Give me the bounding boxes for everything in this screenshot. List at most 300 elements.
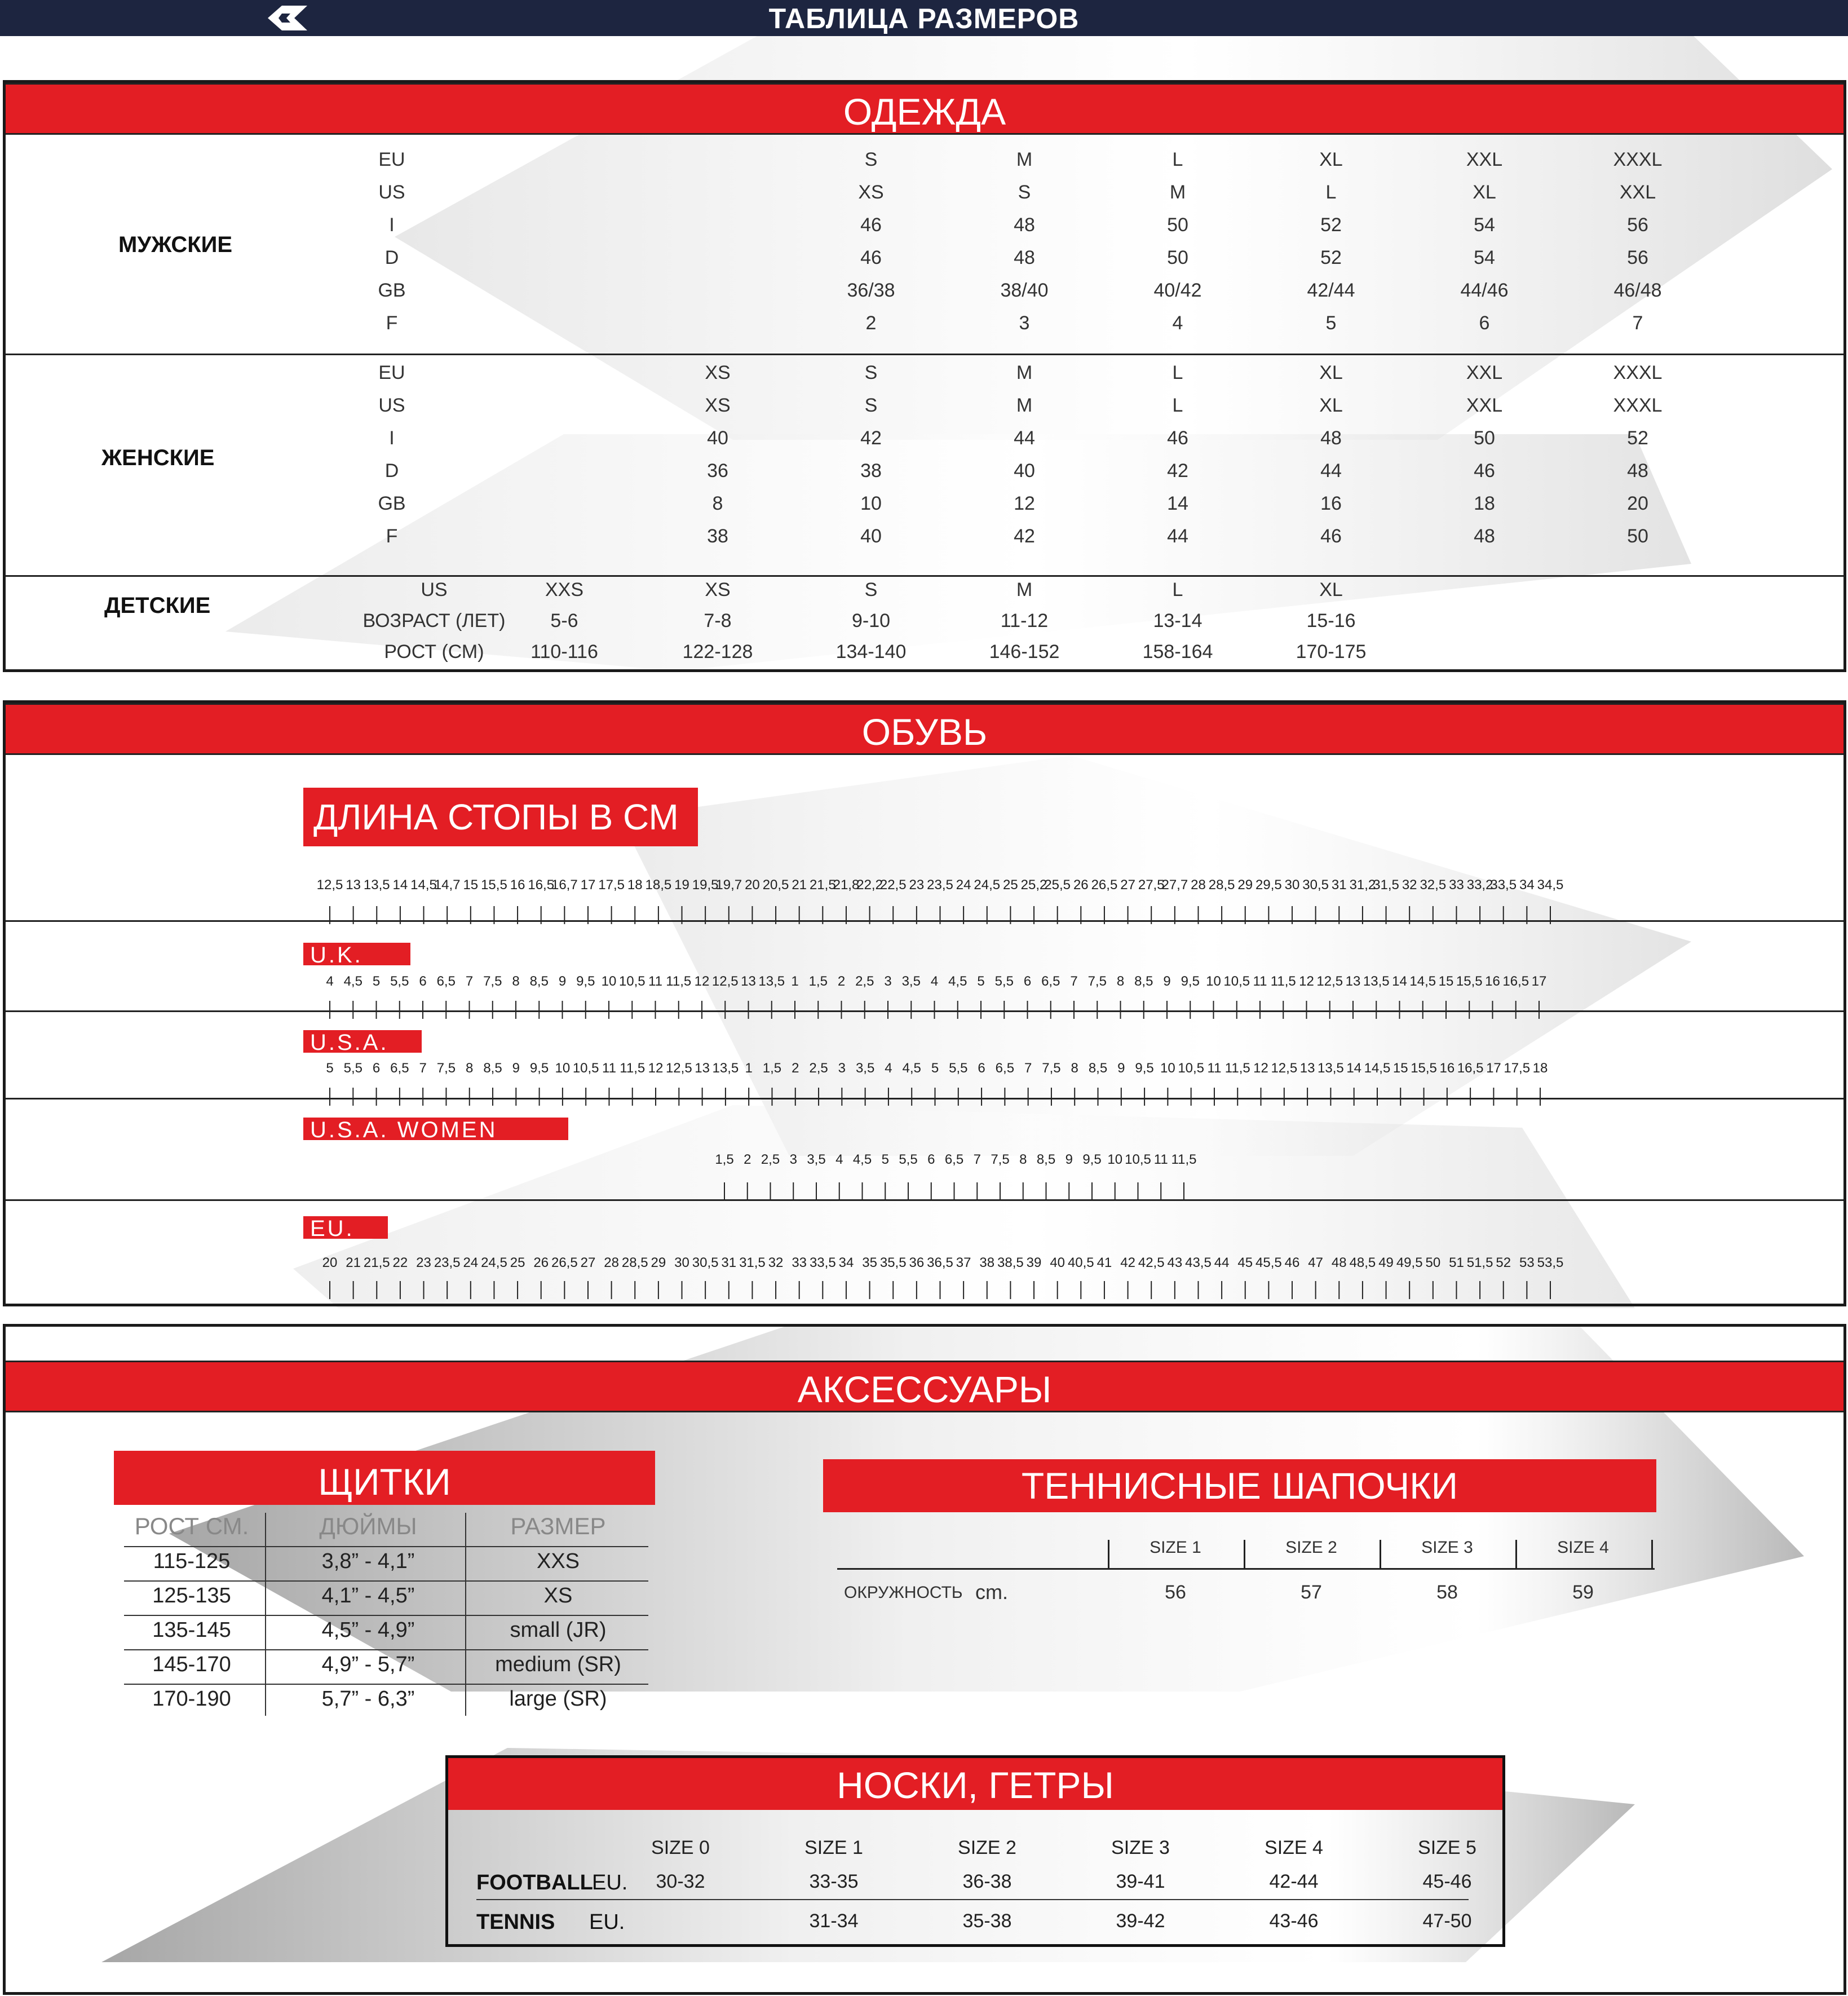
scale-value: 47 bbox=[1308, 1255, 1324, 1270]
scale-value: 8 bbox=[466, 1061, 474, 1076]
scale-value: 11,5 bbox=[1270, 974, 1296, 989]
scale-label-2: U.S.A. bbox=[303, 1030, 422, 1053]
size-cell: 40 bbox=[1014, 460, 1035, 482]
scale-value: 30,5 bbox=[1302, 877, 1329, 893]
scale-value: 23 bbox=[416, 1255, 431, 1270]
scale-value: 7,5 bbox=[991, 1152, 1010, 1167]
scale-value: 24 bbox=[463, 1255, 479, 1270]
scale-value: 7 bbox=[1024, 1061, 1032, 1076]
size-cell: 2 bbox=[865, 312, 877, 334]
size-cell: 52 bbox=[1320, 247, 1342, 268]
scale-value: 8 bbox=[1116, 974, 1125, 989]
size-cell: 46 bbox=[1167, 427, 1188, 449]
scale-value: 5,5 bbox=[390, 974, 409, 989]
scale-value: 1 bbox=[745, 1061, 753, 1076]
socks-value: 36-38 bbox=[962, 1871, 1012, 1892]
socks-size-header: SIZE 4 bbox=[1265, 1837, 1323, 1858]
socks-value: 33-35 bbox=[809, 1871, 859, 1892]
scale-label-1: U.K. bbox=[303, 943, 410, 965]
scale-value: 8 bbox=[512, 974, 520, 989]
scale-value: 39 bbox=[1026, 1255, 1042, 1270]
size-cell: 5-6 bbox=[550, 610, 578, 632]
clothing-section bbox=[3, 80, 1846, 672]
accessories-header bbox=[6, 1361, 1843, 1412]
size-cell: 42 bbox=[1014, 526, 1035, 547]
scale-label-3: U.S.A. WOMEN bbox=[303, 1118, 568, 1140]
scale-value: 49 bbox=[1378, 1255, 1394, 1270]
scale-value: 1 bbox=[791, 974, 799, 989]
size-cell: 146-152 bbox=[989, 641, 1060, 663]
scale-value: 5,5 bbox=[899, 1152, 918, 1167]
scale-value: 27,7 bbox=[1161, 877, 1188, 893]
scale-value: 36,5 bbox=[927, 1255, 953, 1270]
scale-value: 11 bbox=[1207, 1061, 1222, 1076]
scale-value: 10,5 bbox=[1125, 1152, 1151, 1167]
size-cell: S bbox=[864, 579, 878, 600]
scale-value: 31,5 bbox=[739, 1255, 766, 1270]
scale-value: 33 bbox=[792, 1255, 807, 1270]
scale-value: 12,5 bbox=[1271, 1061, 1298, 1076]
column-divider bbox=[1244, 1540, 1245, 1569]
scale-value: 2 bbox=[792, 1061, 799, 1076]
scale-value: 14,5 bbox=[1364, 1061, 1391, 1076]
scale-value: 9,5 bbox=[576, 974, 595, 989]
size-cell: M bbox=[1016, 362, 1033, 383]
top-header-bar bbox=[0, 0, 1848, 36]
size-cell: XL bbox=[1473, 182, 1496, 203]
scale-value: 23 bbox=[909, 877, 925, 893]
scale-value: 3 bbox=[838, 1061, 846, 1076]
clothing-title: ОДЕЖДА bbox=[843, 91, 1006, 133]
size-cell: XXXL bbox=[1613, 362, 1663, 383]
shin-header: РАЗМЕР bbox=[510, 1513, 606, 1539]
size-cell: 122-128 bbox=[682, 641, 753, 663]
socks-value: 47-50 bbox=[1422, 1910, 1472, 1932]
scale-value: 8 bbox=[1019, 1152, 1027, 1167]
scale-value: 26 bbox=[533, 1255, 549, 1270]
divider bbox=[6, 1199, 1843, 1201]
scale-value: 10,5 bbox=[572, 1061, 599, 1076]
size-cell: XL bbox=[1319, 149, 1343, 170]
socks-size-header: SIZE 3 bbox=[1111, 1837, 1170, 1858]
scale-value: 29 bbox=[651, 1255, 666, 1270]
scale-value: 21,5 bbox=[363, 1255, 390, 1270]
socks-value: 42-44 bbox=[1269, 1871, 1319, 1892]
size-cell: 44 bbox=[1320, 460, 1342, 482]
scale-value: 14 bbox=[392, 877, 408, 893]
scale-value: 40 bbox=[1050, 1255, 1066, 1270]
scale-value: 6 bbox=[419, 974, 427, 989]
scale-value: 45,5 bbox=[1255, 1255, 1282, 1270]
scale-value: 11,5 bbox=[666, 974, 692, 989]
scale-value: 8,5 bbox=[1088, 1061, 1108, 1076]
size-cell: 13-14 bbox=[1153, 610, 1202, 632]
row-label: I bbox=[389, 427, 395, 449]
size-cell: XXXL bbox=[1613, 149, 1663, 170]
size-cell: 52 bbox=[1627, 427, 1648, 449]
size-cell: XS bbox=[705, 395, 731, 416]
size-cell: 38/40 bbox=[1000, 280, 1049, 301]
size-cell: 48 bbox=[1014, 247, 1035, 268]
scale-value: 31,5 bbox=[1373, 877, 1399, 893]
size-cell: 20 bbox=[1627, 493, 1648, 514]
scale-value: 37 bbox=[956, 1255, 971, 1270]
size-cell: 8 bbox=[712, 493, 723, 514]
scale-value: 2 bbox=[744, 1152, 751, 1167]
scale-value: 13 bbox=[695, 1061, 710, 1076]
cap-row-label: ОКРУЖНОСТЬ bbox=[844, 1583, 963, 1602]
scale-value: 7 bbox=[465, 974, 474, 989]
scale-value: 9 bbox=[1065, 1152, 1073, 1167]
scale-value: 15 bbox=[1392, 1061, 1408, 1076]
scale-value: 15 bbox=[463, 877, 479, 893]
scale-value: 9,5 bbox=[1135, 1061, 1154, 1076]
scale-value: 16,7 bbox=[551, 877, 578, 893]
row-label: EU bbox=[378, 362, 405, 383]
shin-cell: 145-170 bbox=[152, 1653, 231, 1676]
scale-value: 16 bbox=[510, 877, 525, 893]
scale-value: 28 bbox=[1191, 877, 1206, 893]
size-cell: 54 bbox=[1474, 247, 1495, 268]
scale-value: 34,5 bbox=[1537, 877, 1564, 893]
size-cell: 50 bbox=[1167, 247, 1188, 268]
scale-value: 12,5 bbox=[1316, 974, 1343, 989]
scale-value: 3,5 bbox=[901, 974, 921, 989]
scale-value: 15,5 bbox=[1456, 974, 1483, 989]
scale-value: 31 bbox=[1331, 877, 1347, 893]
size-cell: M bbox=[1016, 149, 1033, 170]
scale-value: 29 bbox=[1237, 877, 1253, 893]
socks-box bbox=[445, 1755, 1505, 1947]
scale-value: 11,5 bbox=[1171, 1152, 1197, 1167]
scale-value: 13,5 bbox=[363, 877, 390, 893]
row-label: РОСТ (СМ) bbox=[384, 641, 484, 663]
scale-value: 53 bbox=[1519, 1255, 1535, 1270]
scale-value: 30 bbox=[1284, 877, 1300, 893]
column-divider bbox=[1515, 1540, 1517, 1569]
scale-value: 4,5 bbox=[902, 1061, 921, 1076]
shin-cell: 170-190 bbox=[152, 1687, 231, 1711]
scale-value: 26,5 bbox=[1091, 877, 1118, 893]
row-label: GB bbox=[378, 280, 406, 301]
size-cell: 158-164 bbox=[1142, 641, 1213, 663]
scale-value: 7,5 bbox=[1087, 974, 1107, 989]
size-cell: L bbox=[1172, 579, 1183, 600]
scale-value: 12,5 bbox=[665, 1061, 692, 1076]
scale-value: 16 bbox=[1439, 1061, 1455, 1076]
scale-value: 18,5 bbox=[645, 877, 672, 893]
scale-value: 14 bbox=[1346, 1061, 1362, 1076]
size-cell: S bbox=[864, 362, 878, 383]
scale-value: 31,2 bbox=[1349, 877, 1376, 893]
size-cell: 42 bbox=[860, 427, 882, 449]
size-cell: 9-10 bbox=[851, 610, 891, 632]
scale-value: 2 bbox=[837, 974, 846, 989]
scale-value: 12,5 bbox=[316, 877, 343, 893]
clothing-header bbox=[6, 83, 1843, 135]
scale-value: 40,5 bbox=[1067, 1255, 1094, 1270]
scale-value: 5,5 bbox=[949, 1061, 968, 1076]
scale-value: 22 bbox=[392, 1255, 408, 1270]
row-label: US bbox=[378, 182, 405, 203]
scale-value: 5 bbox=[326, 1061, 334, 1076]
cap-value: 58 bbox=[1436, 1582, 1458, 1603]
shin-cell: large (SR) bbox=[509, 1687, 607, 1711]
size-cell: 46/48 bbox=[1613, 280, 1662, 301]
scale-value: 16 bbox=[1485, 974, 1500, 989]
scale-value: 10,5 bbox=[1178, 1061, 1205, 1076]
size-cell: XXXL bbox=[1613, 395, 1663, 416]
scale-value: 53,5 bbox=[1537, 1255, 1564, 1270]
size-cell: 48 bbox=[1320, 427, 1342, 449]
column-divider bbox=[265, 1513, 266, 1716]
socks-size-header: SIZE 5 bbox=[1418, 1837, 1476, 1858]
size-cell: M bbox=[1169, 182, 1186, 203]
shin-cell: XXS bbox=[536, 1549, 580, 1573]
scale-value: 4,5 bbox=[343, 974, 362, 989]
row-divider bbox=[124, 1684, 648, 1685]
shin-guards-title: ЩИТКИ bbox=[114, 1451, 655, 1505]
scale-value: 15 bbox=[1438, 974, 1454, 989]
size-cell: 110-116 bbox=[530, 641, 598, 663]
shin-cell: 3,8” - 4,1” bbox=[321, 1549, 415, 1573]
scale-value: 19,7 bbox=[715, 877, 742, 893]
row-label: I bbox=[389, 214, 395, 236]
size-cell: 4 bbox=[1172, 312, 1183, 334]
tennis-caps-title: ТЕННИСНЫЕ ШАПОЧКИ bbox=[823, 1459, 1656, 1512]
kids-group-label: ДЕТСКИЕ bbox=[104, 593, 211, 618]
scale-value: 8,5 bbox=[529, 974, 549, 989]
socks-value: 39-41 bbox=[1116, 1871, 1165, 1892]
scale-value: 34 bbox=[838, 1255, 854, 1270]
shin-cell: small (JR) bbox=[510, 1618, 607, 1642]
scale-value: 20 bbox=[322, 1255, 338, 1270]
size-cell: XXL bbox=[1619, 182, 1656, 203]
shin-cell: 4,1” - 4,5” bbox=[321, 1584, 415, 1608]
size-cell: XXL bbox=[1466, 149, 1503, 170]
scale-value: 33,5 bbox=[809, 1255, 836, 1270]
row-label: D bbox=[384, 460, 399, 482]
scale-value: 9,5 bbox=[529, 1061, 549, 1076]
size-cell: 44/46 bbox=[1460, 280, 1509, 301]
scale-value: 11,5 bbox=[1224, 1061, 1250, 1076]
size-cell: 40 bbox=[860, 526, 882, 547]
scale-value: 43 bbox=[1167, 1255, 1183, 1270]
scale-value: 21 bbox=[346, 1255, 361, 1270]
scale-value: 1,5 bbox=[762, 1061, 782, 1076]
scale-value: 17,5 bbox=[1504, 1061, 1531, 1076]
scale-value: 23,5 bbox=[927, 877, 953, 893]
size-cell: 14 bbox=[1167, 493, 1188, 514]
cap-row-unit: cm. bbox=[975, 1580, 1008, 1604]
size-cell: 10 bbox=[860, 493, 882, 514]
scale-value: 31 bbox=[721, 1255, 737, 1270]
size-cell: 38 bbox=[707, 526, 728, 547]
size-cell: 46 bbox=[1474, 460, 1495, 482]
scale-value: 21,5 bbox=[809, 877, 836, 893]
shin-cell: 125-135 bbox=[152, 1584, 231, 1608]
scale-value: 18 bbox=[1532, 1061, 1548, 1076]
socks-value: 43-46 bbox=[1269, 1910, 1319, 1932]
scale-value: 11,5 bbox=[620, 1061, 646, 1076]
scale-value: 11 bbox=[648, 974, 662, 989]
scale-value: 14,7 bbox=[434, 877, 461, 893]
cap-size-header: SIZE 1 bbox=[1150, 1538, 1201, 1557]
scale-value: 49,5 bbox=[1396, 1255, 1423, 1270]
shin-header: ДЮЙМЫ bbox=[319, 1513, 417, 1539]
scale-value: 13,5 bbox=[758, 974, 785, 989]
scale-value: 13,5 bbox=[1318, 1061, 1344, 1076]
size-cell: L bbox=[1172, 395, 1183, 416]
size-cell: XXL bbox=[1466, 362, 1503, 383]
size-cell: 56 bbox=[1627, 214, 1648, 236]
accessories-section bbox=[3, 1324, 1846, 1995]
divider bbox=[6, 1010, 1843, 1012]
scale-value: 4 bbox=[835, 1152, 843, 1167]
scale-value: 5 bbox=[931, 1061, 939, 1076]
shin-cell: XS bbox=[543, 1584, 573, 1608]
row-label: GB bbox=[378, 493, 406, 514]
scale-value: 5 bbox=[977, 974, 985, 989]
scale-value: 50 bbox=[1425, 1255, 1441, 1270]
size-cell: L bbox=[1325, 182, 1337, 203]
scale-value: 4 bbox=[326, 974, 334, 989]
scale-value: 13 bbox=[1299, 1061, 1315, 1076]
page-title: ТАБЛИЦА РАЗМЕРОВ bbox=[768, 3, 1080, 34]
scale-value: 13 bbox=[1345, 974, 1361, 989]
men-group-label: МУЖСКИЕ bbox=[118, 232, 233, 257]
size-cell: 15-16 bbox=[1306, 610, 1356, 632]
scale-value: 24 bbox=[956, 877, 971, 893]
size-cell: 46 bbox=[860, 247, 882, 268]
scale-value: 19 bbox=[674, 877, 689, 893]
scale-value: 10,5 bbox=[1223, 974, 1250, 989]
scale-value: 2,5 bbox=[761, 1152, 780, 1167]
scale-value: 33,2 bbox=[1466, 877, 1493, 893]
scale-value: 17 bbox=[580, 877, 596, 893]
row-label: EU bbox=[378, 149, 405, 170]
size-cell: 56 bbox=[1627, 247, 1648, 268]
scale-value: 7,5 bbox=[436, 1061, 456, 1076]
scale-value: 6 bbox=[978, 1061, 985, 1076]
row-label: US bbox=[378, 395, 405, 416]
scale-value: 3,5 bbox=[855, 1061, 875, 1076]
scale-value: 4,5 bbox=[948, 974, 967, 989]
scale-value: 23,5 bbox=[434, 1255, 461, 1270]
scale-value: 5 bbox=[372, 974, 381, 989]
scale-value: 42,5 bbox=[1138, 1255, 1165, 1270]
size-cell: 48 bbox=[1014, 214, 1035, 236]
scale-value: 9 bbox=[512, 1061, 520, 1076]
scale-value: 14 bbox=[1392, 974, 1407, 989]
divider bbox=[6, 920, 1843, 922]
scale-value: 7 bbox=[973, 1152, 981, 1167]
socks-value: 45-46 bbox=[1422, 1871, 1472, 1892]
size-cell: 3 bbox=[1019, 312, 1030, 334]
size-cell: XXS bbox=[545, 579, 584, 600]
socks-row-unit: EU. bbox=[589, 1910, 625, 1934]
scale-value: 11 bbox=[1153, 1152, 1168, 1167]
scale-value: 12 bbox=[1253, 1061, 1268, 1076]
scale-value: 16,5 bbox=[528, 877, 555, 893]
size-cell: 134-140 bbox=[835, 641, 907, 663]
scale-value: 20,5 bbox=[762, 877, 789, 893]
scale-value: 13,5 bbox=[1363, 974, 1390, 989]
scale-value: 7 bbox=[1070, 974, 1078, 989]
shoes-title: ОБУВЬ bbox=[861, 711, 988, 753]
scale-value: 27 bbox=[580, 1255, 596, 1270]
scale-value: 22,5 bbox=[879, 877, 907, 893]
scale-value: 6,5 bbox=[944, 1152, 964, 1167]
divider bbox=[6, 575, 1843, 577]
socks-title: НОСКИ, ГЕТРЫ bbox=[448, 1758, 1502, 1810]
row-divider bbox=[124, 1580, 648, 1582]
size-cell: 36/38 bbox=[847, 280, 895, 301]
scale-value: 2,5 bbox=[855, 974, 874, 989]
size-cell: 42 bbox=[1167, 460, 1188, 482]
scale-value: 10 bbox=[1206, 974, 1221, 989]
scale-value: 28 bbox=[604, 1255, 619, 1270]
scale-value: 14,5 bbox=[1409, 974, 1436, 989]
scale-label-4: EU. bbox=[303, 1216, 388, 1239]
size-cell: 44 bbox=[1014, 427, 1035, 449]
scale-value: 25,5 bbox=[1044, 877, 1071, 893]
scale-value: 32,5 bbox=[1420, 877, 1447, 893]
women-group-label: ЖЕНСКИЕ bbox=[101, 445, 215, 470]
shin-cell: 4,5” - 4,9” bbox=[321, 1618, 415, 1642]
scale-value: 13 bbox=[346, 877, 361, 893]
scale-value: 25 bbox=[510, 1255, 525, 1270]
scale-value: 10 bbox=[555, 1061, 571, 1076]
shin-header: РОСТ СМ. bbox=[134, 1513, 249, 1539]
scale-value: 4 bbox=[930, 974, 939, 989]
scale-value: 30 bbox=[674, 1255, 689, 1270]
size-cell: XL bbox=[1319, 395, 1343, 416]
scale-value: 15,5 bbox=[481, 877, 507, 893]
scale-value: 11 bbox=[602, 1061, 616, 1076]
shin-cell: 115-125 bbox=[153, 1549, 231, 1573]
scale-value: 35,5 bbox=[879, 1255, 907, 1270]
scale-value: 25,2 bbox=[1020, 877, 1047, 893]
scale-value: 8,5 bbox=[483, 1061, 502, 1076]
scale-value: 6,5 bbox=[390, 1061, 409, 1076]
scale-value: 28,5 bbox=[1208, 877, 1235, 893]
foot-length-label: ДЛИНА СТОПЫ В СМ bbox=[303, 788, 698, 846]
scale-value: 43,5 bbox=[1185, 1255, 1212, 1270]
shin-cell: 135-145 bbox=[152, 1618, 231, 1642]
scale-value: 24,5 bbox=[481, 1255, 507, 1270]
scale-value: 14,5 bbox=[410, 877, 437, 893]
scale-value: 6,5 bbox=[995, 1061, 1015, 1076]
scale-value: 5,5 bbox=[994, 974, 1014, 989]
scale-value: 21,8 bbox=[833, 877, 860, 893]
scale-value: 17,5 bbox=[598, 877, 625, 893]
scale-value: 11 bbox=[1253, 974, 1267, 989]
size-cell: S bbox=[864, 395, 878, 416]
scale-value: 33 bbox=[1449, 877, 1464, 893]
scale-value: 7 bbox=[419, 1061, 427, 1076]
size-cell: XL bbox=[1319, 579, 1343, 600]
scale-value: 26,5 bbox=[551, 1255, 578, 1270]
size-cell: 16 bbox=[1320, 493, 1342, 514]
size-cell: M bbox=[1016, 579, 1033, 600]
size-cell: S bbox=[1018, 182, 1031, 203]
socks-value: 30-32 bbox=[656, 1871, 705, 1892]
scale-value: 22,2 bbox=[856, 877, 883, 893]
size-cell: XS bbox=[705, 362, 731, 383]
scale-value: 6,5 bbox=[1041, 974, 1060, 989]
scale-value: 1,5 bbox=[715, 1152, 734, 1167]
